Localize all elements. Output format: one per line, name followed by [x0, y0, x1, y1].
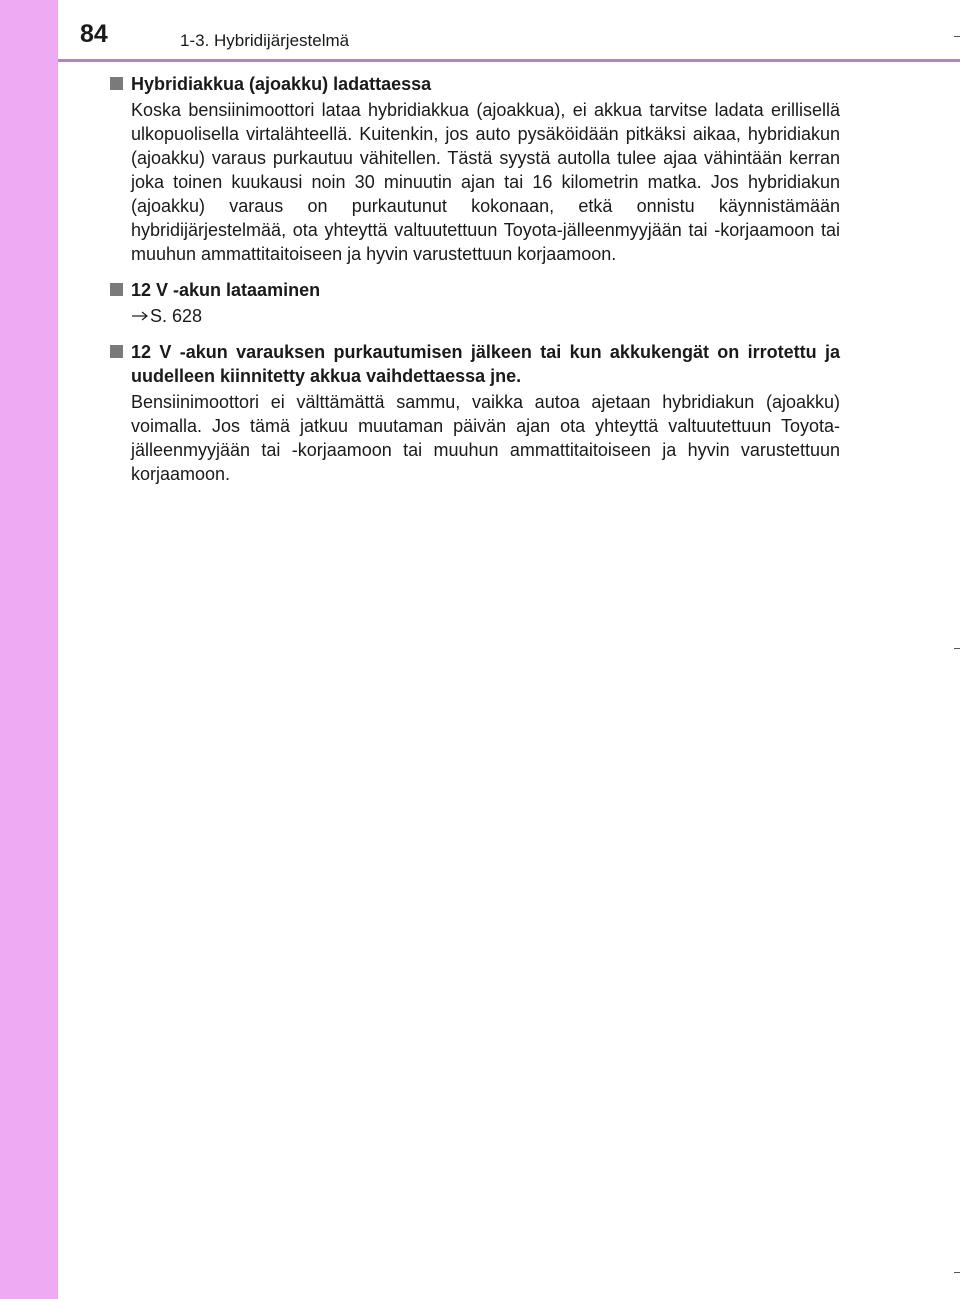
- section-heading: [110, 340, 840, 388]
- page-reference[interactable]: [131, 304, 840, 328]
- square-bullet-icon: [110, 77, 123, 90]
- crop-mark: [954, 36, 960, 37]
- section-heading: [110, 72, 840, 96]
- arrow-right-icon: [131, 310, 149, 322]
- section-paragraph: Bensiinimoottori ei välttämättä sammu, vaikka autoa ajetaan hybridiakun (ajoakku) voimalla. Jos tämä jatkuu muutaman päivän ajan ota yhteyttä valtuutettuun Toyota-jälleenmyyjään tai -korjaamoon tai muuhun ammattitaitoiseen ja hyvin varustettuun korjaamoon.: [131, 392, 840, 484]
- header-rule: [58, 59, 960, 62]
- section-12v-discharge: [110, 340, 840, 486]
- section-title: 1-3. Hybridijärjestelmä: [180, 31, 350, 50]
- page-content: [110, 72, 840, 498]
- section-heading-text: 12 V -akun varauksen purkautumisen jälkeen tai kun akkukengät on irrotettu ja uudelleen kiinnitetty akkua vaihdettaessa jne.: [131, 342, 840, 386]
- crop-mark: [954, 648, 960, 649]
- section-battery-charging: [110, 72, 840, 266]
- square-bullet-icon: [110, 345, 123, 358]
- page-reference-text[interactable]: S. 628: [150, 306, 203, 326]
- section-12v-charging: [110, 278, 840, 328]
- crop-mark: [954, 1272, 960, 1273]
- side-band: [0, 0, 58, 1299]
- section-heading: [110, 278, 840, 302]
- square-bullet-icon: [110, 283, 123, 296]
- section-heading-text: 12 V -akun lataaminen: [131, 280, 321, 300]
- page-header: [58, 0, 960, 60]
- section-heading-text: Hybridiakkua (ajoakku) ladattaessa: [131, 74, 432, 94]
- page-number: 84: [80, 20, 108, 48]
- section-paragraph: Koska bensiinimoottori lataa hybridiakkua (ajoakkua), ei akkua tarvitse ladata erillisellä ulkopuolisella virtalähteellä. Kuitenkin, jos auto pysäköidään pitkäksi aikaa, hybridiakun (ajoakku) varaus purkautuu vähitellen. Tästä syystä autolla tulee ajaa vähintään kerran joka toinen kuukausi noin 30 minuutin ajan tai 16 kilometrin matka. Jos hybridiakun (ajoakku) varaus on purkautunut kokonaan, etkä onnistu käynnistämään hybridijärjestelmää, ota yhteyttä valtuutettuun Toyota-jälleenmyyjään tai -korjaamoon tai muuhun ammattitaitoiseen ja hyvin varustettuun korjaamoon.: [131, 100, 840, 264]
